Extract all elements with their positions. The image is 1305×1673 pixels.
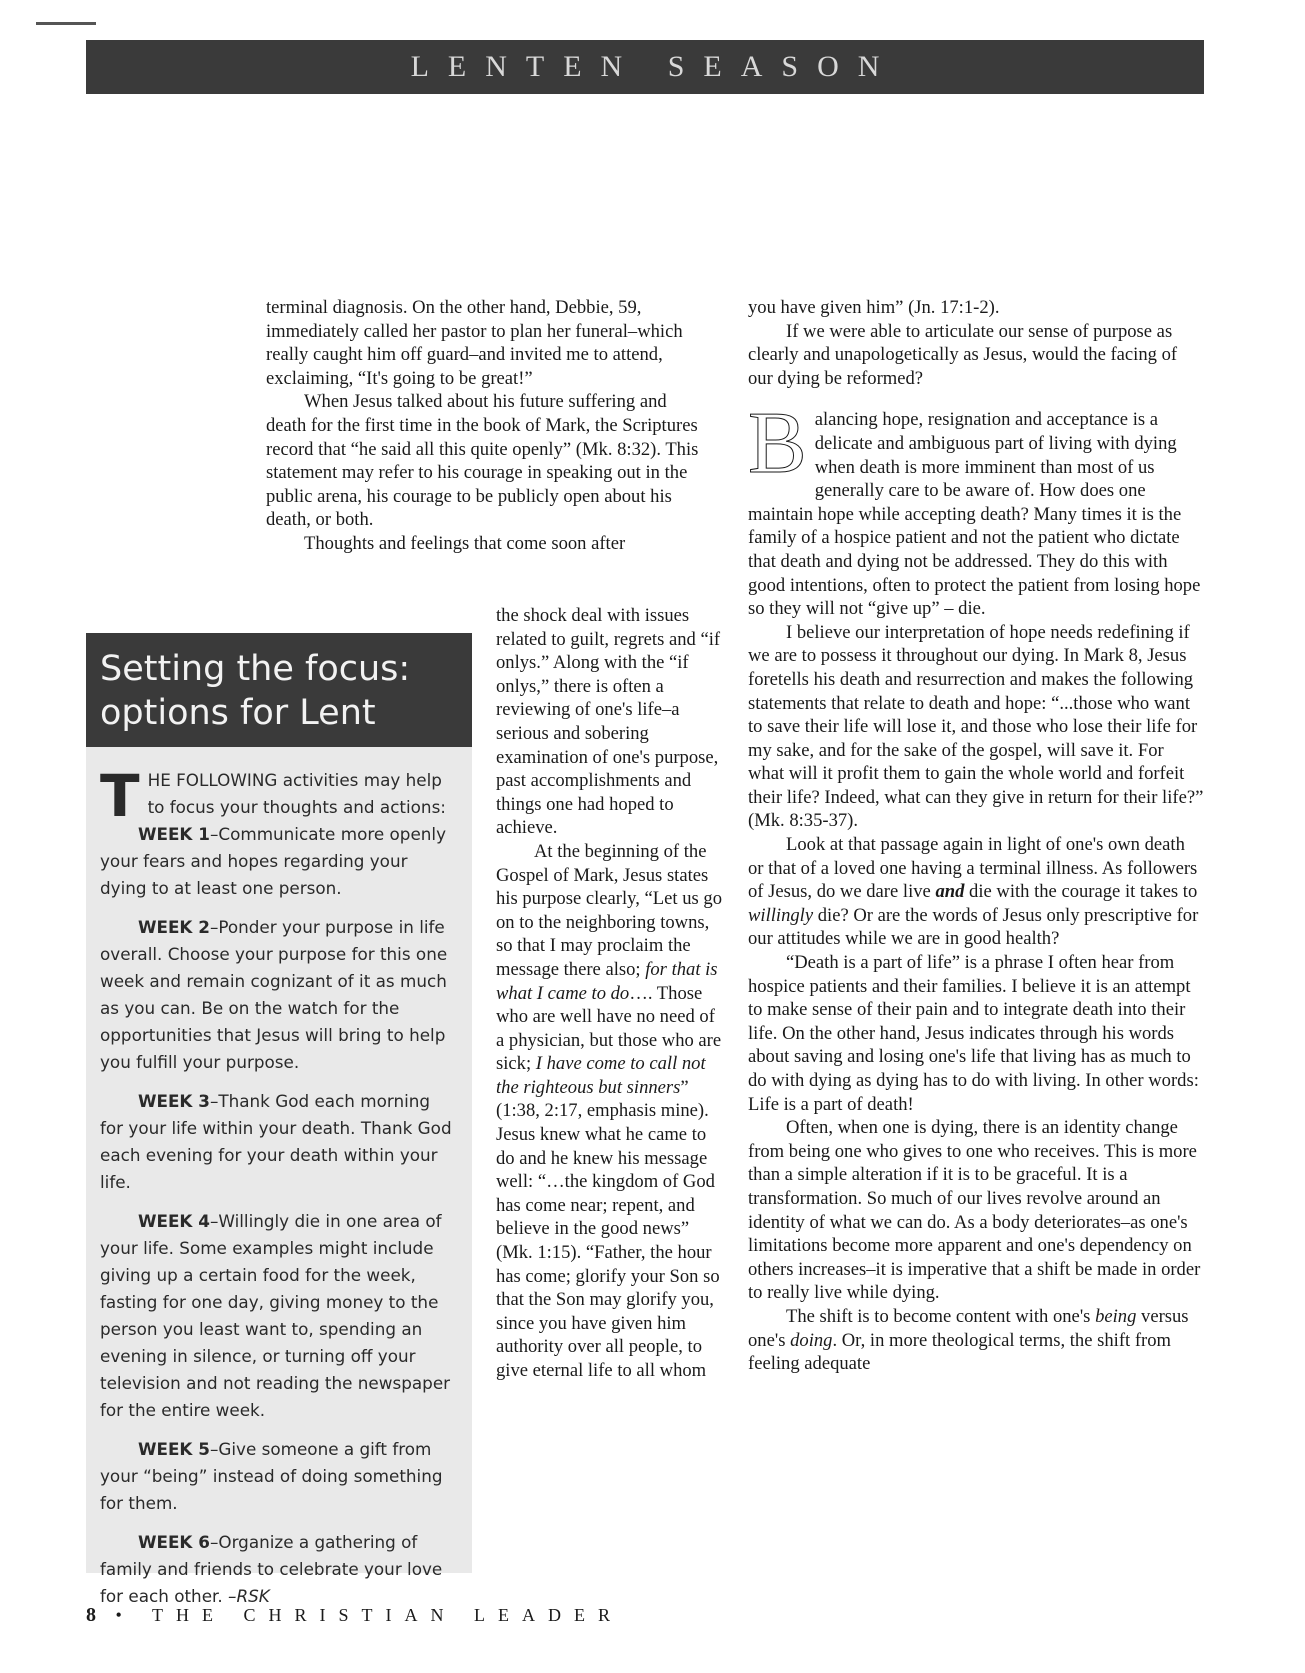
- sidebar-week-item: [100, 1529, 452, 1610]
- article-paragraph: When Jesus talked about his future suffering and death for the first time in the book of Mark, the Scriptures record that “he said all this quite openly” (Mk. 8:32). This statement may refer to his courage in speaking out in the public arena, his courage to be publicly open about his death, or both.: [266, 391, 699, 531]
- article-paragraph: alancing hope, resignation and acceptance is a delicate and ambiguous part of living with dying when death is more imminent than most of us generally care to be aware of. How does one maintain hope while accepting death? Many times it is the family of a hospice patient and not the patient who dictate that death and dying not be addressed. They do this with good intentions, often to protect the patient from losing hope so they will not “give up” – die.: [748, 409, 1201, 620]
- article-paragraph: If we were able to articulate our sense of purpose as clearly and unapologetically as Jesus, would the facing of our dying be reformed?: [748, 320, 1178, 389]
- page-footer: [86, 1604, 623, 1627]
- text-run: die? Or are the words of Jesus only prescriptive for our attitudes while we are in good health?: [748, 904, 1199, 950]
- week-label: WEEK 5: [138, 1439, 210, 1459]
- sidebar-title-line-2: options for Lent: [100, 693, 376, 733]
- week-label: WEEK 6: [138, 1532, 210, 1552]
- sidebar-week-item: [100, 914, 452, 1076]
- section-banner: [86, 40, 1204, 94]
- top-corner-rule: [36, 22, 96, 25]
- text-run: …. Those who are well have no need of a physician, but those who are sick;: [496, 982, 722, 1075]
- text-run: At the beginning of the Gospel of Mark, Jesus states his purpose clearly, “Let us go on to the neighboring towns, so that I may proclaim the message there also;: [496, 840, 722, 980]
- page-number: 8: [86, 1604, 98, 1626]
- sidebar-intro-text: HE FOLLOWING activities may help to focus your thoughts and actions:: [147, 770, 446, 817]
- article-paragraph: you have given him” (Jn. 17:1-2).: [748, 297, 1000, 318]
- sidebar-signature: –RSK: [228, 1586, 270, 1606]
- emphasis-text: and: [935, 881, 965, 903]
- emphasis-text: being: [1095, 1305, 1137, 1327]
- week-text: –Communicate more openly your fears and hopes regarding your dying to at least one person.: [100, 824, 446, 898]
- emphasis-text: willingly: [748, 904, 814, 926]
- week-label: WEEK 4: [138, 1211, 210, 1231]
- week-text: –Ponder your purpose in life overall. Choose your purpose for this one week and remain cognizant of it as much as you can. Be on the watch for the opportunities that Jesus will bring to help you fulfill your purpose.: [100, 917, 448, 1072]
- sidebar-week-item: [100, 1436, 452, 1517]
- text-run: Look at that passage again in light of one's own death or that of a loved one having a terminal illness. As followers of Jesus, do we dare live: [748, 834, 1198, 903]
- text-run: . Or, in more theological terms, the shift from feeling adequate: [748, 1329, 1171, 1375]
- article-paragraph: terminal diagnosis. On the other hand, Debbie, 59, immediately called her pastor to plan her funeral–which really caught him off guard–and invited me to attend, exclaiming, “It's going to be great!”: [266, 297, 683, 389]
- text-run: versus one's: [748, 1305, 1189, 1351]
- week-text: –Thank God each morning for your life within your death. Thank God each evening for your death within your life.: [100, 1091, 452, 1192]
- article-paragraph: Thoughts and feelings that come soon after: [304, 532, 626, 554]
- article-paragraph: the shock deal with issues related to guilt, regrets and “if onlys.” Along with the “if onlys,” there is often a reviewing of one's life–a serious and sobering examination of one's purpose, past accomplishments and things one had hoped to achieve.: [496, 605, 721, 839]
- sidebar-week-item: [100, 1088, 452, 1196]
- article-column-right: [748, 296, 1204, 1376]
- emphasis-text: doing: [790, 1329, 833, 1351]
- dropcap-section: [748, 395, 1204, 620]
- banner-title: LENTEN SEASON: [410, 50, 899, 83]
- article-paragraph: “Death is a part of life” is a phrase I often hear from hospice patients and their families. I believe it is an attempt to make sense of their pain and to integrate death into their life. On the other hand, Jesus indicates through his words about saving and losing one's life that living has as much to do with dying as dying has to do with living. In other words: Life is a part of death!: [748, 952, 1199, 1115]
- sidebar-week-item: [100, 821, 452, 902]
- text-run: die with the courage it takes to: [964, 881, 1198, 903]
- article-paragraph: [748, 833, 1204, 951]
- sidebar-intro: [100, 762, 452, 830]
- article-paragraph: [748, 1305, 1204, 1376]
- week-label: WEEK 2: [138, 917, 210, 937]
- article-column-middle-top: [266, 296, 706, 556]
- article-paragraph: Often, when one is dying, there is an identity change from being one who gives to one who receives. This is more than a simple alteration if it is to be graceful. It is a transformation. So much of our lives revolve around an identity of what we can do. As a body deteriorates–as one's limitations become more apparent and one's dependency on others increases–it is imperative that a shift be made in order to really live while dying.: [748, 1117, 1201, 1304]
- week-label: WEEK 1: [138, 824, 210, 844]
- sidebar-header: [86, 633, 472, 747]
- article-column-middle-narrow: [496, 604, 722, 1383]
- sidebar-title-line-1: Setting the focus:: [100, 649, 411, 689]
- emphasis-text: I have come to call not the righteous but sinners: [496, 1053, 706, 1098]
- emphasis-text: for that is what I came to do: [496, 958, 718, 1004]
- text-run: The shift is to become content with one's: [786, 1305, 1096, 1327]
- footer-separator: •: [115, 1605, 135, 1625]
- week-text: –Organize a gathering of family and friends to celebrate your love for each other.: [100, 1532, 443, 1606]
- week-text: –Willingly die in one area of your life. Some examples might include giving up a certain food for the week, fasting for one day, giving money to the person you least want to, spending an evening in silence, or turning off your television and not reading the newspaper for the entire week.: [100, 1211, 451, 1420]
- article-paragraph: [496, 840, 722, 1383]
- sidebar-week-item: [100, 1208, 452, 1424]
- sidebar-body: [86, 747, 472, 1606]
- sidebar-drop-cap: T: [100, 762, 140, 830]
- week-label: WEEK 3: [138, 1091, 210, 1111]
- text-run: ” (1:38, 2:17, emphasis mine). Jesus knew what he came to do and he knew his message well: “…the kingdom of God has come near; repent, and believe in the good news” (Mk. 1:15). “Father, the hour has come; glorify your Son so that the Son may glorify you, since you have given him authority over all people, to give eternal life to all whom: [496, 1076, 720, 1381]
- drop-cap-letter: B: [748, 395, 807, 493]
- publication-name: THE CHRISTIAN LEADER: [152, 1605, 623, 1625]
- week-text: –Give someone a gift from your “being” instead of doing something for them.: [100, 1439, 443, 1513]
- article-paragraph: I believe our interpretation of hope needs redefining if we are to possess it throughout our dying. In Mark 8, Jesus foretells his death and resurrection and makes the following statements that relate to death and hope: “...those who want to save their life will lose it, and those who lose their life for my sake, and for the sake of the gospel, will save it. For what will it profit them to gain the whole world and forfeit their life? Indeed, what can they give in return for their life?” (Mk. 8:35-37).: [748, 621, 1204, 832]
